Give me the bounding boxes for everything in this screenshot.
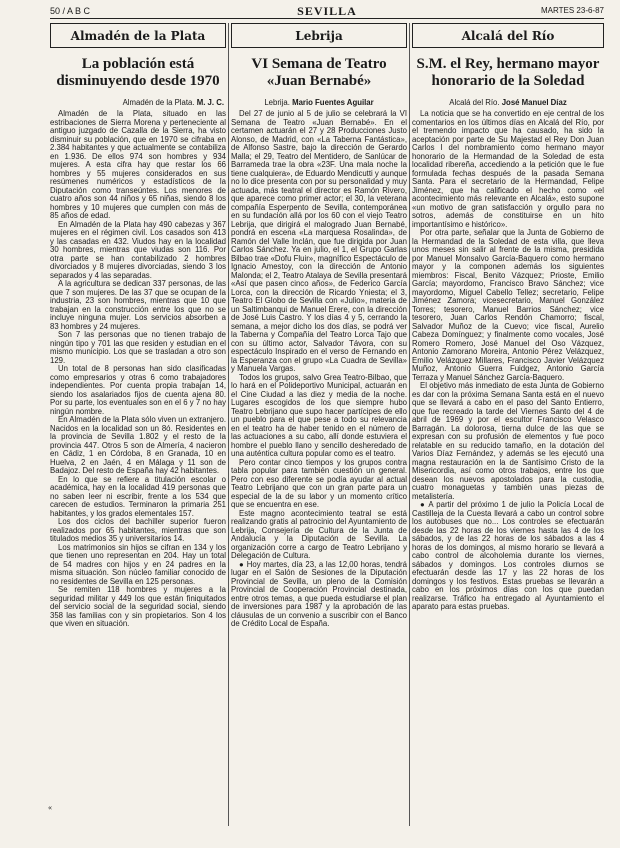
paragraph: Los dos ciclos del bachiller superior fueron realizados por 65 habitantes, mientras que son titulados medios 35 y universitarios 14.: [50, 517, 226, 543]
paragraph: A la agricultura se dedican 337 personas, de las que 7 son mujeres. De las 37 que se ocupan de la industria, 23 son hombres, mientras que 10 que trabajan en la construcción entre los que no se incluye ninguna mujer. Los servicios absorben a 83 hombres y 24 mujeres.: [50, 279, 226, 331]
article-lebrija: [231, 23, 407, 826]
column-divider: [409, 23, 410, 826]
paragraph: Por otra parte, señalar que la Junta de Gobierno de la Hermandad de la Soledad de esta villa, que lleva unos meses sin salir al frente de la misma, presidida por Manuel Monsalvo García-Baquero como hermano mayor y la componen además los siguientes miembros: Fiscal, Benito Vázquez; Prioste, Emilio García; mayordomo, Francisco Bravo Sánchez; vice mayordomo, Miguel Cabello Tellez; secretario, Felipe Jiménez Zamora; vicesecretario, Manuel González Torres; tesorero, Manuel Barrios Sánchez; vice tesorero, Juan Carlos Rendón Chamorro; fiscal, Salvador Muñoz de la Cuevo; vice fiscal, Aurelio Cabeza Domínguez; y finalmente como vocales, José Romero Romero, José Manuel del Oso Vázquez, Antonio Zamorano Moreira, Antonio Pérez Velázquez, Emilio Velázquez Millares, Francisco Javier Velázquez Muñoz, Antonio Guerra Fuidgez, Antonio García Terraza y Manuel Sánchez García-Baquero.: [412, 228, 604, 382]
byline-author: M. J. C.: [196, 98, 224, 107]
paragraph: Este magno acontecimiento teatral se está realizando gratis al patrocinio del Ayuntamiento de Lebrija, Consejería de Cultura de la Junta de Andalucía y la Diputación de Sevilla. La organización corre a cargo de Teatro Lebrijano y Delegación de Cultura.: [231, 508, 407, 560]
byline-place: Almadén de la Plata.: [122, 98, 195, 107]
page-header: [50, 6, 604, 19]
byline: [52, 98, 224, 107]
paragraph: El objetivo más inmediato de esta Junta de Gobierno es dar con la próxima Semana Santa está en el nuevo que se llevará a cabo en el paso del Santo Entierro, que fue recreado la tarde del Viernes Santo del 4 de abril de 1969 y por el escultor Francisco Velasco Barragán. La dolorosa, tierna dulce de las que se expresan con su profusión de elementos y fue poco relatable en su reducido tamaño, en la dotación del Varios Díaz Fernández, y además se les ejecutó una magna restauración en la de Santísimo Cristo de la Misericordia, así como otros trabajos, entre los que desean los nuevos apostolados para la custodia, cuatro monaguetas y también unas piezas de metalistería.: [412, 381, 604, 501]
paragraph: Almadén de la Plata, situado en las estribaciones de Sierra Morena y perteneciente al antiguo juzgado de Cazalla de la Sierra, ha visto disminuir su población, que en 1970 se cifraba en 2.384 habitantes y que actualmente se contabiliza en 1.936. De ellos 974 son hombres y 934 mujeres. A esta cifra hay que restar los 66 hombres y 55 mujeres considerados en sus resúmenes numéricos y estadísticos de la Diputación como transeúntes. Los menores de cuatro años son 44 niños y 65 niñas, siendo 8 los hombres y 10 mujeres que cumplen con más de 85 años de edad.: [50, 109, 226, 220]
paragraph: Se remiten 118 hombres y mujeres a la seguridad militar y 449 los que están finiquitados del servicio social de la seguridad social, siendo 358 las familias con y sin propietarios. Son 4 los que viven en situación.: [50, 585, 226, 628]
byline-author: José Manuel Díaz: [501, 98, 567, 107]
paragraph: Un total de 8 personas han sido clasificadas como empresarios y otras 6 como trabajadores independientes. Por cuenta propia trabajan 14, siendo los asalariados fijos de cuenta ajena 80. Por su parte, los eventuales son en el 6 y 7 no hay ningún nombre.: [50, 364, 226, 416]
paragraph: Son 7 las personas que no tienen trabajo de ningún tipo y 701 las que residen y estudian en el mismo municipio. Los que se trasladan a otro son 129.: [50, 330, 226, 365]
article-body: [231, 110, 407, 629]
locality-box: Lebrija: [231, 23, 407, 48]
byline-author: Mario Fuentes Aguilar: [292, 98, 374, 107]
issue-date: MARTES 23-6-87: [541, 6, 604, 15]
headline: VI Semana de Teatro «Juan Bernabé»: [251, 56, 387, 89]
byline: [233, 98, 405, 107]
paragraph: Del 27 de junio al 5 de julio se celebrará la VI Semana de Teatro «Juan Bernabé». En el certamen actuarán el 27 y 28 Producciones Justo Alonso, de Madrid, con «La Taberna Fantástica», de Alfonso Sastre, bajo la dirección de Gerardo Malla; el 29, Teatro del Mentidero, de Sanlúcar de Barrameda trae la obra «23F. Una mala noche la tiene cualquiera», de Eduardo Mendicutti y aunque no lo dice presenta con por su personalidad y muy actuada, más teatral el director es Ramón Rivero, que aparece como primer actor; el 30, la veterana compañía Esperpento de Sevilla, contemporánea en su fundación allá por los 60 con el viejo Teatro Lebrija, que dirigirá el malogrado Juan Bernabé, pondrá en escena «La marquesa Rosalinda», de Ramón del Valle Inclán, que fue dirigida por Juan Carlos Sánchez. Ya en julio, el 1, el Grupo Garlas Bilbao trae «Dofu Fluir», magnífico Espectáculo de Ignacio Amestoy, con la dirección de Antonio Malonda; el 2, Teatro Atalaya de Sevilla presentará «Así que pasen cinco años», de Federico García Lorca, con la dirección de Ricardo Yniesta; el 3, Teatro El Globo de Sevilla con «Julio», materia de un Saltimbanqui de Manuel Erere, con la dirección de José Luis Castro. Y los días 4 y 5, cerrando la semana, a mejor dicho los dos días, se podrá ver la Taberna y Compañía del Teatro Lorca Tajo que con su último actor, Salvador Távora, con su espectáculo Inspirado en el verso de Fernando en la Esperanza con el grupo «La Cuadra de Sevilla» y Manuela Vargas.: [231, 109, 407, 373]
paragraph: En Almadén de la Plata hay 490 cabezas y 367 mujeres en el régimen civil. Los casados son 413 y las casadas en 432. Viudos hay en la localidad 30 hombres, mientras que viudas son 116. Por otra parte se han contabilizado 2 hombres divorciados y 8 mujeres divorciadas, siendo 3 los separados y 4 las separadas.: [50, 219, 226, 280]
paragraph: Los matrimonios sin hijos se cifran en 134 y los que tienen uno representan en 204. Hay un total de 54 madres con hijos y en 24 padres en la misma situación. Son núcleo familiar conocido de no residentes de Sevilla en 125 personas.: [50, 542, 226, 586]
paragraph: Pero contar cinco tiempos y los grupos contra tabla popular para también cuestión un general. Pero con eso diferente se podía ayudar al actual Teatro Lebrijano que con un gran parte para un especial de la de su labor y un momento crítico que se encuentra en ese.: [231, 457, 407, 509]
paragraph: En Almadén de la Plata sólo viven un extranjero. Nacidos en la localidad son un 8ó. Residentes en la provincia de Sevilla 1.802 y el resto de la provincia 447. Otros 5 son de Almería, 4 nacieron en Cádiz, 1 en Córdoba, 8 en Granada, 10 en Huelva, 2 en Jaén, 4 en Málaga y 11 son de Badajoz. Del resto de España hay 42 habitantes.: [50, 415, 226, 475]
article-body: [412, 110, 604, 612]
byline-place: Lebrija.: [264, 98, 290, 107]
article-body: [50, 110, 226, 629]
locality-box: Alcalá del Río: [412, 23, 604, 48]
article-alcala: [412, 23, 604, 826]
byline: [414, 98, 602, 107]
locality-box: Almadén de la Plata: [50, 23, 226, 48]
footer-mark: «: [48, 803, 52, 812]
paragraph: ● Hoy martes, día 23, a las 12,00 horas, tendrá lugar en el Salón de Sesiones de la Diputación Provincial de Sevilla, un pleno de la Comisión Provincial de Cooperación Provincial destinada, entre otros temas, a que pueda estudiarse el plan de inversiones para 1987 y la aprobación de las cláusulas de un convenio a suscribir con el Banco de Crédito Local de España.: [231, 559, 407, 628]
article-almaden: [50, 23, 226, 826]
paragraph: ● A partir del próximo 1 de julio la Policía Local de Castilleja de la Cuesta llevará a cabo un control sobre los autobuses que no... Los controles se efectuarán desde las 22 horas de los viernes hasta las 4 de los sábados, y de las 22 horas de los sábados a las 4 horas de los domingos, al mismo horario se llevará a cabo control de alcoholemia durante los viernes, sábados y domingos. Los controles diurnos se efectuarán desde las 17 y las 22 horas de los domingos y los festivos. Estas pruebas se llevarán a cabo en los próximos días con los que puedan realizarse. Tráfico ha entregado al Ayuntamiento el aparato para estas pruebas.: [412, 500, 604, 611]
headline: La población está disminuyendo desde 1970: [56, 56, 220, 89]
column-divider: [228, 23, 229, 826]
paragraph: Todos los grupos, salvo Grea Teatro-Bilbao, que lo hará en el Polideportivo Municipal, actuarán en el Cine Ciudad a las diez y media de la noche. Lugares escogidos de los que siempre hubo Teatro Lebrijano que supo hacer partícipes de ello un pueblo para el que pese a todo su relevancia en el teatro ha de haber tenido en el número de las actuaciones a su cabo, allí donde estuviera el hombre el pueblo llano y sencillo desheredado de una auténtica cultura popular como es el teatro.: [231, 372, 407, 458]
paragraph: En lo que se refiere a titulación escolar o académica, hay en la localidad 419 personas que no saben leer ni escribir, frente a los 534 que carecen de estudios. Terminaron la primaria 251 habitantes, y los grados elementales 157.: [50, 474, 226, 518]
page-number: 50 / A B C: [50, 6, 91, 16]
paragraph: La noticia que se ha convertido en eje central de los comentarios en los últimos días en Alcalá del Río, por el tremendo impacto que ha causado, ha sido la aceptación por parte de Su Majestad el Rey Don Juan Carlos I del nombramiento como hermano mayor honorario de la Hermandad de la Soledad de esta localidad ribereña, accediendo a la petición que le fue formulada fechas después de la pasada Semana Santa. Para el secretario de la Hermandad, Felipe Jiménez, que ha calificado el hecho como «el acontecimiento más relevante en Alcalá», esto supone «un motivo de gran satisfacción y orgullo para no sotros, además de constituirse en un hito importantísimo e histórico».: [412, 109, 604, 229]
byline-place: Alcalá del Río.: [449, 98, 500, 107]
headline: S.M. el Rey, hermano mayor honorario de la Soledad: [416, 56, 600, 89]
section-title: SEVILLA: [297, 4, 357, 18]
